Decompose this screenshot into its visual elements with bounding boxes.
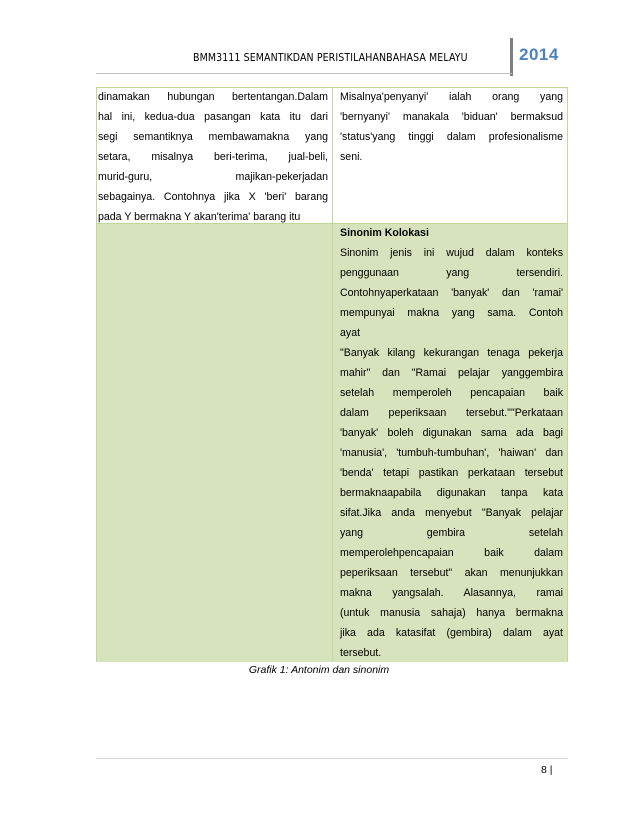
text-line: 'bernyanyi' manakala 'biduan' bermaksud (340, 111, 563, 123)
header-rule (96, 73, 512, 74)
header-year: 2014 (519, 45, 559, 64)
page-number: 8 | (541, 764, 553, 776)
r1-left-text (98, 87, 328, 227)
text-line: dinamakan hubungan bertentangan.Dalam (98, 91, 328, 103)
text-line: sebagainya. Contohnya jika X 'beri' barang (98, 191, 328, 203)
section-heading: Sinonim Kolokasi (340, 227, 429, 239)
text-line: ayat (340, 327, 361, 339)
header-title: BMM3111 SEMANTIKDAN PERISTILAHANBAHASA MELAYU (193, 52, 468, 64)
text-line: mempunyai makna yang sama. Contoh (340, 307, 563, 319)
text-line: pada Y bermakna Y akan'terima' barang itu (98, 211, 301, 223)
text-line: bermaknaapabila digunakan tanpa kata (340, 487, 563, 499)
footer-rule (96, 758, 568, 759)
header-divider (510, 38, 513, 76)
text-line: murid-guru, majikan-pekerjadan (98, 171, 328, 183)
r1-right-text (340, 87, 563, 167)
text-line: tersebut. (340, 647, 382, 659)
text-line: sifat.Jika anda menyebut "Banyak pelajar (340, 507, 563, 519)
text-line: makna yangsalah. Alasannya, ramai (340, 587, 563, 599)
content-table (96, 87, 568, 662)
text-line: dalam peperiksaan tersebut.""Perkataan (340, 407, 563, 419)
text-line: (untuk manusia sahaja) hanya bermakna (340, 607, 563, 619)
text-line: Misalnya'penyanyi' ialah orang yang (340, 91, 563, 103)
text-line: penggunaan yang tersendiri. (340, 267, 563, 279)
text-line: 'status'yang tinggi dalam profesionalisme (340, 131, 563, 143)
text-line: segi semantiknya membawamakna yang (98, 131, 328, 143)
r2-right-text (340, 223, 563, 663)
text-line: mahir" dan "Ramai pelajar yanggembira (340, 367, 563, 379)
text-line: 'banyak' boleh digunakan sama ada bagi (340, 427, 563, 439)
text-line: "Banyak kilang kekurangan tenaga pekerja (340, 347, 563, 359)
text-line: setelah memperoleh pencapaian baik (340, 387, 563, 399)
text-line: memperolehpencapaian baik dalam (340, 547, 563, 559)
text-line: 'benda' tetapi pastikan perkataan tersebut (340, 467, 563, 479)
text-line: Contohnyaperkataan 'banyak' dan 'ramai' (340, 287, 563, 299)
table-border-left (96, 87, 97, 662)
text-line: jika ada katasifat (gembira) dalam ayat (340, 627, 563, 639)
table-border-center (332, 87, 333, 662)
text-line: yang gembira setelah (340, 527, 563, 539)
text-line: 'manusia', 'tumbuh-tumbuhan', 'haiwan' dan (340, 447, 563, 459)
table-border-right (567, 87, 568, 662)
table-cell-r2-left (96, 223, 332, 662)
text-line: Sinonim jenis ini wujud dalam konteks (340, 247, 563, 259)
text-line: setara, misalnya beri-terima, jual-beli, (98, 151, 328, 163)
text-line: peperiksaan tersebut" akan menunjukkan (340, 567, 563, 579)
text-line: hal ini, kedua-dua pasangan kata itu dari (98, 111, 328, 123)
figure-caption: Grafik 1: Antonim dan sinonim (248, 664, 390, 676)
text-line: seni. (340, 151, 363, 163)
